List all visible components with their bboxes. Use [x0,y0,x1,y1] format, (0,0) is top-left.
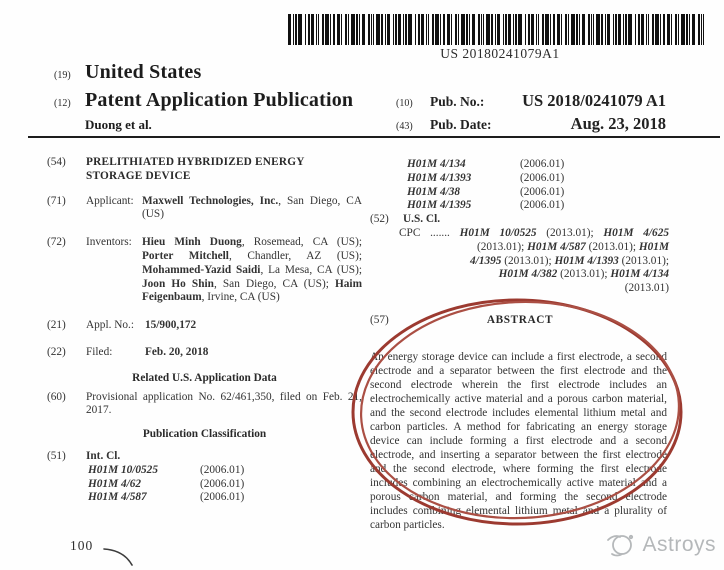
inventors-value: Hieu Minh Duong, Rosemead, CA (US); Porter Mitchell, Chandler, AZ (US); Mohammed-Yazid Saidi, La Mesa, CA (US); Joon Ho Shin, San Diego, CA (US); Haim Feigenbaum, Irvine, CA (US) [142,236,362,304]
field-appl-no [47,319,362,333]
applicant-label: Applicant: [86,194,134,207]
watermark-text: Astroys [642,533,716,556]
barcode [288,14,712,45]
kind-code-12: (12) [54,98,71,109]
field-int-cl [47,450,362,464]
filed-value: Feb. 20, 2018 [145,345,209,358]
us-cl-label: U.S. Cl. [403,213,441,226]
cpc-line: (2013.01); H01M 4/587 (2013.01); H01M [476,240,669,253]
class-code: H01M 4/62 [88,477,142,490]
pub-date-value: Aug. 23, 2018 [570,114,666,133]
figure-leader-line [104,549,132,565]
abstract-header-row [370,314,670,328]
class-code: H01M 4/587 [88,491,147,504]
field-applicant [47,195,362,223]
cpc-classification [399,227,669,296]
kind-code-19: (19) [54,70,71,81]
class-year: (2006.01) [520,185,565,198]
field-tag-21: (21) [47,319,66,332]
pub-no-value: US 2018/0241079 A1 [522,91,666,110]
int-cl-row [88,491,362,505]
class-year: (2006.01) [520,158,565,170]
watermark-logo [604,530,716,560]
class-year: (2006.01) [200,477,245,490]
applicant-value: Maxwell Technologies, Inc., San Diego, CA (US) [142,194,362,221]
kind-code-10: (10) [396,98,413,109]
provisional-text: Provisional application No. 62/461,350, filed on Feb. 21, 2017. [86,390,362,417]
class-year: (2006.01) [200,491,245,504]
int-cl-row [407,158,670,172]
field-inventors [47,236,362,305]
class-year: (2006.01) [200,463,245,476]
cpc-line: H01M 4/382 (2013.01); H01M 4/134 [498,268,669,281]
barcode-number: US 20180241079A1 [440,46,560,61]
class-year: (2006.01) [520,199,565,212]
field-provisional [47,391,362,419]
field-tag-22: (22) [47,345,66,358]
invention-title-line2: STORAGE DEVICE [86,169,191,182]
class-code: H01M 4/38 [407,185,461,198]
filed-label: Filed: [86,345,113,358]
header-divider [28,136,720,138]
class-code: H01M 4/1395 [407,199,472,212]
int-cl-label: Int. Cl. [86,449,121,462]
int-cl-row [407,186,670,200]
class-code: H01M 4/1393 [407,171,472,184]
field-tag-57: (57) [370,313,389,326]
authors: Duong et al. [85,117,152,132]
abstract-heading: ABSTRACT [486,313,554,326]
field-tag-71: (71) [47,194,66,207]
int-cl-row [88,478,362,492]
class-year: (2006.01) [520,171,565,184]
right-column [370,151,670,532]
kind-code-43: (43) [396,121,413,132]
field-tag-52: (52) [370,213,389,226]
header-right [396,91,666,137]
int-cl-row [407,199,670,213]
field-tag-60: (60) [47,390,66,403]
related-data-heading: Related U.S. Application Data [132,371,277,384]
pub-no-label: Pub. No.: [430,94,485,109]
left-column [47,151,362,505]
invention-title-line1: PRELITHIATED HYBRIDIZED ENERGY [86,156,305,168]
cpc-line: 4/1395 (2013.01); H01M 4/1393 (2013.01); [470,254,669,267]
int-cl-row [88,464,362,478]
abstract-text: An energy storage device can include a first electrode, a second electrode and a separator between the first electrode and the second electrode wherein the first electrode includes an electrochemically active material and a porous carbon material, and the second electrode includes elemental lithium metal and carbon particles. A method for fabricating an energy storage device can include forming a first electrode and a second electrode, and inserting a separator between the first electrode and the second electrode, where forming the first electrode includes combining an electrochemically active material and a porous carbon material, and forming the second electrode includes combining elemental lithium metal and a plurality of carbon particles. [370,350,667,531]
inventors-label: Inventors: [86,236,132,249]
pub-date-label: Pub. Date: [430,117,492,132]
int-cl-row [407,172,670,186]
field-us-cl [370,213,670,227]
field-tag-51: (51) [47,449,66,462]
header-left [54,60,353,134]
document-type: Patent Application Publication [85,89,354,111]
field-tag-54: (54) [47,156,66,168]
cpc-line: (2013.01) [624,282,669,295]
class-code: H01M 10/0525 [88,463,158,476]
publication-classification-heading: Publication Classification [142,428,267,441]
cpc-line: CPC ....... H01M 10/0525 (2013.01); H01M 4/625 [399,226,669,239]
astroys-doodle-icon [604,530,638,560]
field-tag-72: (72) [47,236,66,249]
class-code: H01M 4/134 [407,158,466,170]
figure-ref-100: 100 [70,538,94,553]
appl-no-label: Appl. No.: [86,319,135,332]
field-filed [47,346,362,360]
field-title [47,156,362,184]
country-name: United States [85,61,202,83]
appl-no-value: 15/900,172 [145,319,197,332]
